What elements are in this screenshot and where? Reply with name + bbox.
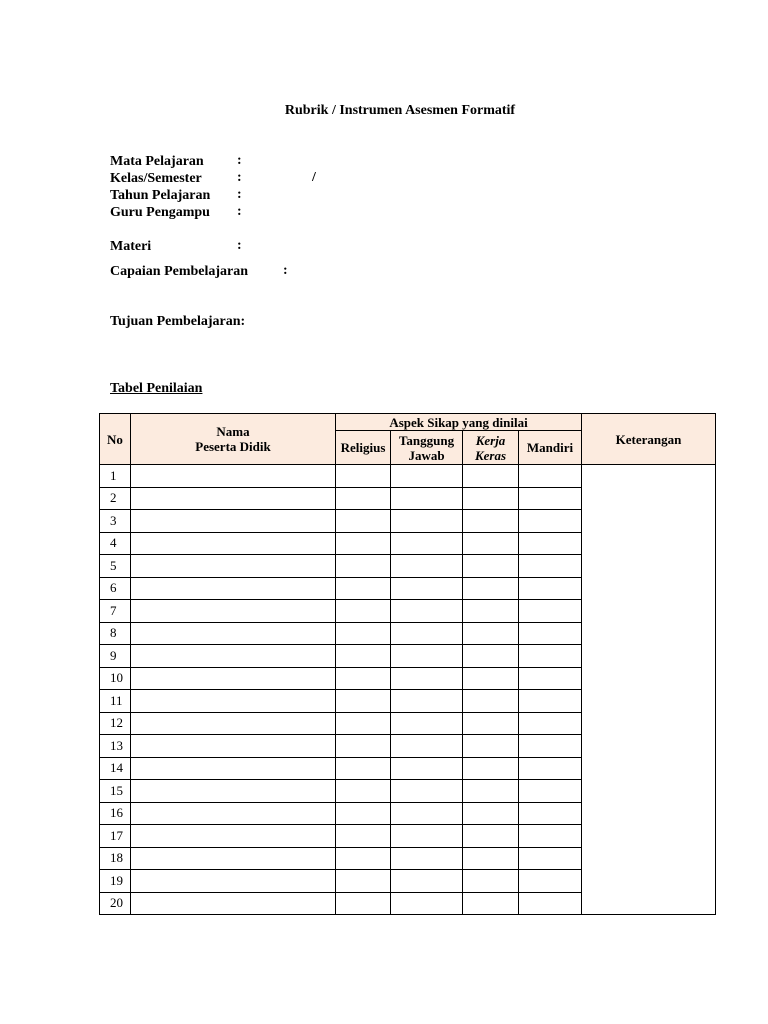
cell-religius[interactable]	[336, 577, 391, 600]
cell-religius[interactable]	[336, 667, 391, 690]
col-header-tanggung-jawab	[391, 431, 463, 465]
cell-mandiri[interactable]	[519, 712, 582, 735]
cell-religius[interactable]	[336, 487, 391, 510]
table-row	[100, 465, 716, 488]
cell-nama[interactable]	[131, 645, 336, 668]
row-number: 11	[100, 690, 131, 713]
cell-kerja-keras[interactable]	[463, 735, 519, 758]
cell-tanggung-jawab[interactable]	[391, 645, 463, 668]
cell-nama[interactable]	[131, 780, 336, 803]
cell-kerja-keras[interactable]	[463, 622, 519, 645]
colon-kelas-semester: :	[237, 170, 242, 185]
cell-mandiri[interactable]	[519, 825, 582, 848]
kerja-keras-line2: Keras	[474, 447, 507, 463]
cell-nama[interactable]	[131, 532, 336, 555]
cell-tanggung-jawab[interactable]	[391, 847, 463, 870]
row-number: 20	[100, 892, 131, 915]
cell-kerja-keras[interactable]	[463, 712, 519, 735]
cell-kerja-keras[interactable]	[463, 847, 519, 870]
cell-mandiri[interactable]	[519, 510, 582, 533]
cell-tanggung-jawab[interactable]	[391, 825, 463, 848]
col-header-kerja-keras	[463, 431, 519, 465]
cell-tanggung-jawab[interactable]	[391, 555, 463, 578]
cell-mandiri[interactable]	[519, 802, 582, 825]
cell-religius[interactable]	[336, 712, 391, 735]
tanggung-jawab-line1: Tanggung	[398, 432, 455, 448]
cell-religius[interactable]	[336, 735, 391, 758]
cell-tanggung-jawab[interactable]	[391, 622, 463, 645]
row-number: 12	[100, 712, 131, 735]
assessment-table	[99, 413, 716, 915]
cell-religius[interactable]	[336, 645, 391, 668]
cell-kerja-keras[interactable]	[463, 780, 519, 803]
cell-religius[interactable]	[336, 825, 391, 848]
cell-nama[interactable]	[131, 712, 336, 735]
cell-mandiri[interactable]	[519, 645, 582, 668]
cell-kerja-keras[interactable]	[463, 667, 519, 690]
cell-tanggung-jawab[interactable]	[391, 577, 463, 600]
cell-tanggung-jawab[interactable]	[391, 600, 463, 623]
cell-kerja-keras[interactable]	[463, 487, 519, 510]
row-number: 7	[100, 600, 131, 623]
row-number: 13	[100, 735, 131, 758]
cell-tanggung-jawab[interactable]	[391, 532, 463, 555]
cell-mandiri[interactable]	[519, 735, 582, 758]
cell-tanggung-jawab[interactable]	[391, 690, 463, 713]
label-tahun-pelajaran: Tahun Pelajaran	[110, 188, 211, 203]
cell-mandiri[interactable]	[519, 870, 582, 893]
cell-nama[interactable]	[131, 892, 336, 915]
row-number: 14	[100, 757, 131, 780]
kelas-semester-separator: /	[312, 170, 316, 185]
row-number: 8	[100, 622, 131, 645]
row-number: 9	[100, 645, 131, 668]
cell-religius[interactable]	[336, 465, 391, 488]
colon-capaian-pembelajaran: :	[283, 263, 288, 278]
cell-mandiri[interactable]	[519, 667, 582, 690]
cell-nama[interactable]	[131, 802, 336, 825]
row-number: 6	[100, 577, 131, 600]
cell-mandiri[interactable]	[519, 690, 582, 713]
cell-nama[interactable]	[131, 825, 336, 848]
cell-kerja-keras[interactable]	[463, 532, 519, 555]
cell-mandiri[interactable]	[519, 847, 582, 870]
cell-mandiri[interactable]	[519, 757, 582, 780]
cell-religius[interactable]	[336, 847, 391, 870]
cell-religius[interactable]	[336, 622, 391, 645]
label-guru-pengampu: Guru Pengampu	[110, 205, 210, 220]
cell-tanggung-jawab[interactable]	[391, 510, 463, 533]
cell-nama[interactable]	[131, 510, 336, 533]
cell-mandiri[interactable]	[519, 577, 582, 600]
label-capaian-pembelajaran: Capaian Pembelajaran	[110, 264, 249, 279]
cell-mandiri[interactable]	[519, 622, 582, 645]
cell-kerja-keras[interactable]	[463, 690, 519, 713]
cell-tanggung-jawab[interactable]	[391, 712, 463, 735]
cell-nama[interactable]	[131, 690, 336, 713]
cell-religius[interactable]	[336, 757, 391, 780]
cell-kerja-keras[interactable]	[463, 600, 519, 623]
cell-mandiri[interactable]	[519, 555, 582, 578]
cell-religius[interactable]	[336, 780, 391, 803]
tanggung-jawab-line2: Jawab	[408, 447, 445, 463]
row-number: 17	[100, 825, 131, 848]
colon-guru-pengampu: :	[237, 204, 242, 219]
cell-nama[interactable]	[131, 847, 336, 870]
row-number: 1	[100, 465, 131, 488]
cell-nama[interactable]	[131, 555, 336, 578]
cell-mandiri[interactable]	[519, 892, 582, 915]
cell-religius[interactable]	[336, 690, 391, 713]
group-header-aspek-sikap: Aspek Sikap yang dinilai	[336, 414, 582, 431]
cell-nama[interactable]	[131, 667, 336, 690]
cell-religius[interactable]	[336, 510, 391, 533]
col-header-nama-line2: Peserta Didik	[195, 439, 271, 454]
label-kelas-semester: Kelas/Semester	[110, 171, 202, 186]
cell-tanggung-jawab[interactable]	[391, 465, 463, 488]
cell-nama[interactable]	[131, 600, 336, 623]
row-number: 4	[100, 532, 131, 555]
label-materi: Materi	[110, 239, 152, 254]
cell-nama[interactable]	[131, 577, 336, 600]
cell-mandiri[interactable]	[519, 532, 582, 555]
cell-kerja-keras[interactable]	[463, 870, 519, 893]
cell-kerja-keras[interactable]	[463, 757, 519, 780]
cell-religius[interactable]	[336, 802, 391, 825]
col-header-mandiri: Mandiri	[519, 431, 582, 465]
cell-religius[interactable]	[336, 870, 391, 893]
cell-mandiri[interactable]	[519, 465, 582, 488]
cell-tanggung-jawab[interactable]	[391, 780, 463, 803]
row-number: 18	[100, 847, 131, 870]
col-header-no: No	[100, 414, 131, 465]
cell-nama[interactable]	[131, 465, 336, 488]
col-header-keterangan: Keterangan	[582, 414, 716, 465]
label-tujuan-pembelajaran: Tujuan Pembelajaran:	[110, 314, 246, 329]
row-number: 15	[100, 780, 131, 803]
cell-kerja-keras[interactable]	[463, 645, 519, 668]
colon-mata-pelajaran: :	[237, 153, 242, 168]
cell-kerja-keras[interactable]	[463, 825, 519, 848]
cell-mandiri[interactable]	[519, 780, 582, 803]
row-number: 10	[100, 667, 131, 690]
cell-mandiri[interactable]	[519, 487, 582, 510]
cell-tanggung-jawab[interactable]	[391, 667, 463, 690]
cell-tanggung-jawab[interactable]	[391, 802, 463, 825]
cell-religius[interactable]	[336, 600, 391, 623]
cell-religius[interactable]	[336, 555, 391, 578]
cell-mandiri[interactable]	[519, 600, 582, 623]
col-header-religius: Religius	[336, 431, 391, 465]
label-mata-pelajaran: Mata Pelajaran	[110, 154, 204, 169]
cell-tanggung-jawab[interactable]	[391, 870, 463, 893]
cell-nama[interactable]	[131, 870, 336, 893]
cell-tanggung-jawab[interactable]	[391, 757, 463, 780]
kerja-keras-line1: Kerja	[475, 432, 506, 448]
cell-kerja-keras[interactable]	[463, 577, 519, 600]
row-number: 5	[100, 555, 131, 578]
col-header-nama-line1: Nama	[216, 424, 250, 439]
cell-tanggung-jawab[interactable]	[391, 892, 463, 915]
document-title: Rubrik / Instrumen Asesmen Formatif	[284, 103, 516, 118]
cell-kerja-keras[interactable]	[463, 892, 519, 915]
colon-materi: :	[237, 238, 242, 253]
row-number: 2	[100, 487, 131, 510]
cell-tanggung-jawab[interactable]	[391, 735, 463, 758]
cell-kerja-keras[interactable]	[463, 510, 519, 533]
cell-religius[interactable]	[336, 532, 391, 555]
row-number: 19	[100, 870, 131, 893]
table-section-heading: Tabel Penilaian	[110, 381, 203, 396]
row-number: 3	[100, 510, 131, 533]
cell-tanggung-jawab[interactable]	[391, 487, 463, 510]
cell-religius[interactable]	[336, 892, 391, 915]
cell-nama[interactable]	[131, 735, 336, 758]
row-number: 16	[100, 802, 131, 825]
cell-kerja-keras[interactable]	[463, 802, 519, 825]
col-header-nama	[131, 414, 336, 465]
cell-kerja-keras[interactable]	[463, 465, 519, 488]
colon-tahun-pelajaran: :	[237, 187, 242, 202]
cell-kerja-keras[interactable]	[463, 555, 519, 578]
cell-nama[interactable]	[131, 487, 336, 510]
cell-nama[interactable]	[131, 757, 336, 780]
cell-keterangan[interactable]	[582, 465, 716, 915]
cell-nama[interactable]	[131, 622, 336, 645]
